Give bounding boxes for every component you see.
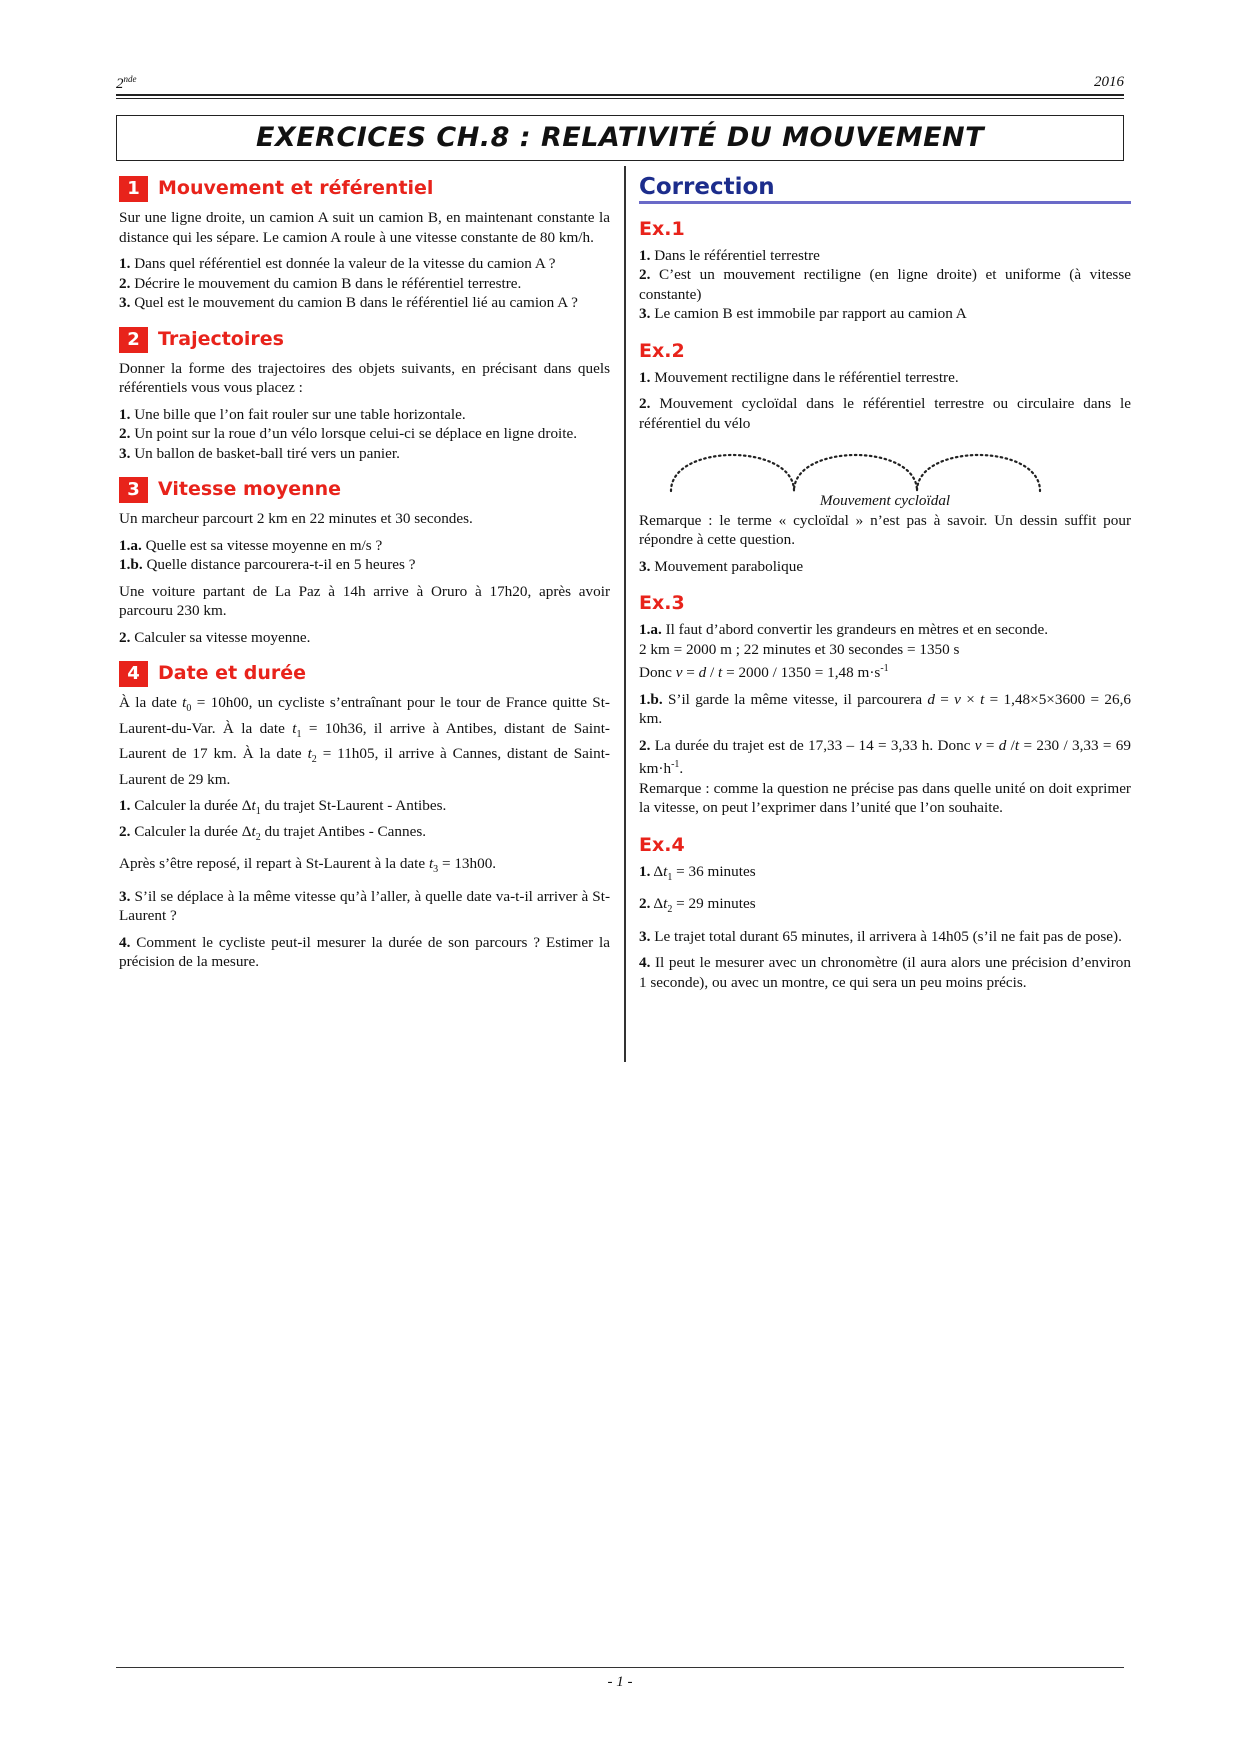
exercise-3-intro: Un marcheur parcourt 2 km en 22 minutes et 30 secondes.	[119, 510, 473, 527]
answer-3-1a-line-1: 1.a. Il faut d’abord convertir les grandeurs en mètres et en seconde.	[639, 621, 1049, 638]
answer-1-1: 1. Dans le référentiel terrestre	[639, 246, 820, 264]
header-rule-thin	[116, 98, 1124, 99]
exercise-2-heading	[119, 327, 610, 353]
exercise-2-question-2: 2. Un point sur la roue d’un vélo lorsque celui-ci se déplace en ligne droite.	[119, 425, 578, 442]
exercise-1-question-2: 2. Décrire le mouvement du camion B dans le référentiel terrestre.	[119, 274, 522, 292]
answer-3-remark: Remarque : comme la question ne précise pas dans quelle unité on doit exprimer la vitesse, on peut l’exprimer dans l’unité que l’on souhaite.	[639, 779, 1131, 817]
answer-4-3: 3. Le trajet total durant 65 minutes, il arrivera à 14h05 (s’il ne fait pas de pose).	[639, 927, 1122, 945]
exercise-1-heading	[119, 176, 610, 202]
exercise-title: Vitesse moyenne	[158, 478, 342, 501]
exercise-4-question-2: 2. Calculer la durée $\Delta t_2$ du trajet Antibes - Cannes.	[119, 822, 427, 843]
answer-3-1b: 1.b. S’il garde la même vitesse, il parcourera d = v × t = 1,48×5×3600 = 26,6 km.	[639, 690, 1131, 728]
exercise-number-badge: 2	[119, 327, 148, 353]
answer-2-1: 1. Mouvement rectiligne dans le référentiel terrestre.	[639, 368, 959, 386]
page-number: - 1 -	[607, 1674, 633, 1690]
column-divider	[624, 166, 626, 1062]
exercise-title: Date et durée	[158, 662, 307, 685]
exercise-title: Trajectoires	[158, 327, 284, 350]
title-box	[116, 115, 1124, 161]
answer-4-1: 1. $\Delta t_1 = 36$ minutes	[639, 862, 756, 883]
exercise-2-intro: Donner la forme des trajectoires des objets suivants, en précisant dans quels référentiels vous vous placez :	[119, 359, 610, 396]
exercise-2-question-3: 3. Un ballon de basket-ball tiré vers un panier.	[119, 444, 400, 462]
exercise-4-question-1: 1. Calculer la durée $\Delta t_1$ du trajet St-Laurent - Antibes.	[119, 797, 447, 818]
exercise-3-question-1b: 1.b. Quelle distance parcourera-t-il en 5 heures ?	[119, 556, 416, 573]
answer-3-1a-line-3: Donc v = d / t = 2000 / 1350 = 1,48 $m\cdot s^{-1}$	[639, 663, 889, 682]
answer-3-2: 2. La durée du trajet est de 17,33 – 14 = 3,33 h. Donc v = d /t = 230 / 3,33 = 69 $km\cdot h^{-1}$.	[639, 736, 1131, 778]
exercise-4-intro: À la date $t_0 = 10h00$, un cycliste s’entraînant pour le tour de France quitte St-Laurent-du-Var. À la date $t_1 = 10h36$, il arrive à Antibes, distant de Saint-Laurent de 17 km. À la date $t_2 = 11h05$, il arrive à Cannes, distant de Saint-Laurent de 29 km.	[119, 694, 610, 788]
exercise-1-question-1: 1. Dans quel référentiel est donnée la valeur de la vitesse du camion A ?	[119, 255, 556, 272]
exercise-3-question-1a: 1.a. Quelle est sa vitesse moyenne en m/s ?	[119, 536, 383, 554]
exercise-1-intro: Sur une ligne droite, un camion A suit un camion B, en maintenant constante la distance qui les sépare. Le camion A roule à une vitesse constante de 80 km/h.	[119, 209, 610, 246]
exercise-number-badge: 3	[119, 477, 148, 503]
cycloid-caption: Mouvement cycloïdal	[819, 492, 951, 509]
exercise-2-question-1: 1. Une bille que l’on fait rouler sur une table horizontale.	[119, 405, 466, 423]
correction-title: Correction	[639, 178, 1131, 204]
footer-rule	[116, 1667, 1124, 1668]
answer-1-heading: Ex.1	[639, 217, 685, 240]
cycloid-figure	[639, 435, 1131, 495]
page-header	[116, 70, 1124, 90]
answer-4-4: 4. Il peut le mesurer avec un chronomètre (il aura alors une précision d’environ 1 seconde), ou avec un montre, ce qui sera un peu moins précis.	[639, 954, 1131, 991]
class-level: 2nde	[116, 74, 137, 92]
exercise-4-question-4: 4. Comment le cycliste peut-il mesurer la durée de son parcours ? Estimer la précision de la mesure.	[119, 933, 610, 971]
exercise-number-badge: 1	[119, 176, 148, 202]
exercises-column	[119, 176, 610, 972]
exercise-number-badge: 4	[119, 661, 148, 687]
exercise-4-mid-text: Après s’être reposé, il repart à St-Laurent à la date $t_3 = 13h00$.	[119, 855, 497, 876]
exercise-1-question-3: 3. Quel est le mouvement du camion B dans le référentiel lié au camion A ?	[119, 294, 578, 311]
exercise-3-heading	[119, 477, 610, 503]
answer-1-2: 2. C’est un mouvement rectiligne (en ligne droite) et uniforme (à vitesse constante)	[639, 266, 1131, 303]
correction-column	[639, 176, 1131, 992]
answer-4-heading: Ex.4	[639, 833, 685, 856]
page-title: EXERCICES CH.8 : RELATIVITÉ DU MOUVEMENT	[255, 122, 985, 153]
answer-3-1a-line-2: 2 km = 2000 m ; 22 minutes et 30 secondes = 1350 s	[639, 640, 960, 658]
exercise-3-intro-2: Une voiture partant de La Paz à 14h arrive à Oruro à 17h20, après avoir parcouru 230 km.	[119, 582, 610, 619]
exercise-3-question-2: 2. Calculer sa vitesse moyenne.	[119, 628, 311, 646]
exercise-4-heading	[119, 661, 610, 687]
answer-1-3: 3. Le camion B est immobile par rapport au camion A	[639, 305, 967, 322]
year: 2016	[1094, 74, 1124, 90]
answer-4-2: 2. $\Delta t_2 = 29$ minutes	[639, 895, 756, 916]
answer-2-3: 3. Mouvement parabolique	[639, 557, 804, 575]
answer-2-remark: Remarque : le terme « cycloïdal » n’est pas à savoir. Un dessin suffit pour répondre à cette question.	[639, 511, 1131, 548]
header-rule	[116, 94, 1124, 96]
answer-2-2: 2. Mouvement cycloïdal dans le référentiel terrestre ou circulaire dans le référentiel du vélo	[639, 395, 1132, 432]
answer-2-heading: Ex.2	[639, 339, 685, 362]
exercise-title: Mouvement et référentiel	[158, 177, 434, 200]
answer-3-heading: Ex.3	[639, 592, 685, 614]
exercise-4-question-3: 3. S’il se déplace à la même vitesse qu’à l’aller, à quelle date va-t-il arriver à St-Laurent ?	[119, 887, 610, 925]
